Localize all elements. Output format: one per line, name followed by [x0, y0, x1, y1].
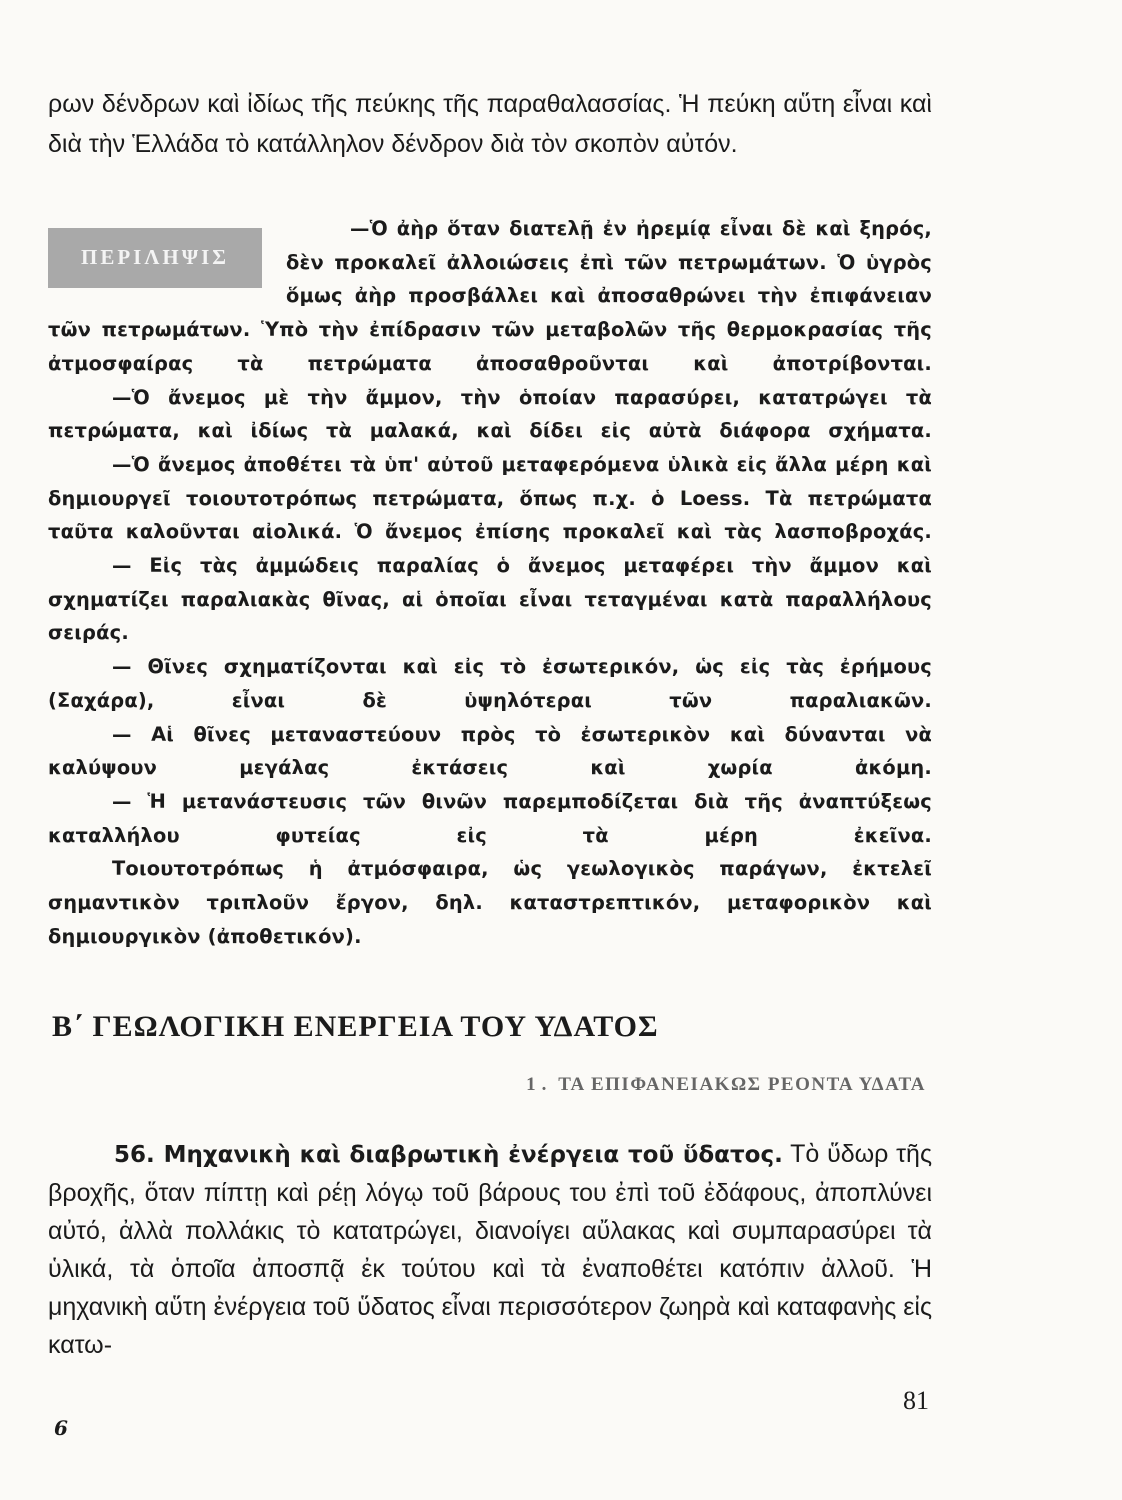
signature-mark: 6 [54, 1416, 68, 1440]
subsection-number: 1. [526, 1074, 553, 1095]
summary-block [48, 212, 932, 953]
summary-conclusion: Τοιουτοτρόπως ἡ ἀτμόσφαιρα, ὡς γεωλογικὸς παράγων, ἐκτελεῖ σημαντικὸν τριπλοῦν ἔργον, δηλ. καταστρεπτικόν, μεταφορικὸν καὶ δημιουργικὸν (ἀποθετικόν). [48, 857, 932, 948]
paragraph-56 [48, 1135, 932, 1364]
intro-paragraph [48, 84, 932, 164]
summary-paragraph: — Αἱ θῖνες μεταναστεύουν πρὸς τὸ ἐσωτερικὸν καὶ δύνανται νὰ καλύψουν μεγάλας ἐκτάσεις καὶ χωρία ἀκόμη. [48, 722, 932, 780]
summary-paragraph: — Ἡ μετανάστευσις τῶν θινῶν παρεμποδίζεται διὰ τῆς ἀναπτύξεως καταλλήλου φυτείας εἰς τὰ μέρη ἐκεῖνα. [48, 789, 932, 847]
summary-paragraph: —Ὁ ἀὴρ ὅταν διατελῇ ἐν ἠρεμίᾳ εἶναι δὲ καὶ ξηρός, δὲν προκαλεῖ ἀλλοιώσεις ἐπὶ τῶν πετρωμάτων. Ὁ ὑγρὸς ὅμως ἀὴρ προσβάλλει καὶ ἀποσαθρώνει τὴν ἐπιφάνειαν τῶν πετρωμάτων. Ὑπὸ τὴν ἐπίδρασιν τῶν μεταβολῶν τῆς θερμοκρασίας τῆς ἀτμοσφαίρας τὰ πετρώματα ἀποσαθροῦνται καὶ ἀποτρίβονται. [48, 217, 932, 375]
summary-paragraph: —Ὁ ἄνεμος ἀποθέτει τὰ ὑπ' αὐτοῦ μεταφερόμενα ὑλικὰ εἰς ἄλλα μέρη καὶ δημιουργεῖ τοιουτοτρόπως πετρώματα, ὅπως π.χ. ὁ Loess. Τὰ πετρώματα ταῦτα καλοῦνται αἰολικά. Ὁ ἄνεμος ἐπίσης προκαλεῖ καὶ τὰς λασποβροχάς. [48, 452, 932, 544]
intro-text: ρων δένδρων καὶ ἰδίως τῆς πεύκης τῆς παραθαλασσίας. Ἡ πεύκη αὕτη εἶναι καὶ διὰ τὴν Ἑλλάδα τὸ κατάλληλον δένδρον διὰ τὸν σκοπὸν αὐτόν. [48, 90, 932, 158]
section-title: Β΄ ΓΕΩΛΟΓΙΚΗ ΕΝΕΡΓΕΙΑ ΤΟΥ ΥΔΑΤΟΣ [52, 1010, 659, 1043]
subsection-title [526, 1074, 926, 1096]
subsection-text: ΤΑ ΕΠΙΦΑΝΕΙΑΚΩΣ ΡΕΟΝΤΑ ΥΔΑΤΑ [558, 1074, 926, 1095]
page-number: 81 [903, 1386, 929, 1415]
paragraph-text: Τὸ ὕδωρ τῆς βροχῆς, ὅταν πίπτῃ καὶ ρέῃ λόγῳ τοῦ βάρους του ἐπὶ τοῦ ἐδάφους, ἀποπλύνει αὐτό, ἀλλὰ πολλάκις τὸ κατατρώγει, διανοίγει αὔλακας καὶ συμπαρασύρει τὰ ὑλικά, τὰ ὁποῖα ἀποσπᾷ ἐκ τούτου καὶ τὰ ἐναποθέτει κατόπιν ἀλλοῦ. Ἡ μηχανικὴ αὕτη ἐνέργεια τοῦ ὕδατος εἶναι περισσότερον ζωηρὰ καὶ καταφανὴς εἰς κατω- [48, 1140, 932, 1359]
summary-tag: ΠΕΡΙΛΗΨΙΣ [48, 228, 262, 288]
summary-paragraph: —Ὁ ἄνεμος μὲ τὴν ἄμμον, τὴν ὁποίαν παρασύρει, κατατρώγει τὰ πετρώματα, καὶ ἰδίως τὰ μαλακά, καὶ δίδει εἰς αὐτὰ διάφορα σχήματα. [48, 385, 932, 443]
paragraph-heading: 56. Μηχανικὴ καὶ διαβρωτικὴ ἐνέργεια τοῦ ὕδατος. [114, 1142, 783, 1168]
summary-paragraph: — Εἰς τὰς ἀμμώδεις παραλίας ὁ ἄνεμος μεταφέρει τὴν ἄμμον καὶ σχηματίζει παραλιακὰς θῖνας, αἱ ὁποῖαι εἶναι τεταγμέναι κατὰ παραλλήλους σειράς. [48, 554, 932, 645]
summary-paragraph: — Θῖνες σχηματίζονται καὶ εἰς τὸ ἐσωτερικόν, ὡς εἰς τὰς ἐρήμους (Σαχάρα), εἶναι δὲ ὑψηλότεραι τῶν παραλιακῶν. [48, 655, 932, 712]
